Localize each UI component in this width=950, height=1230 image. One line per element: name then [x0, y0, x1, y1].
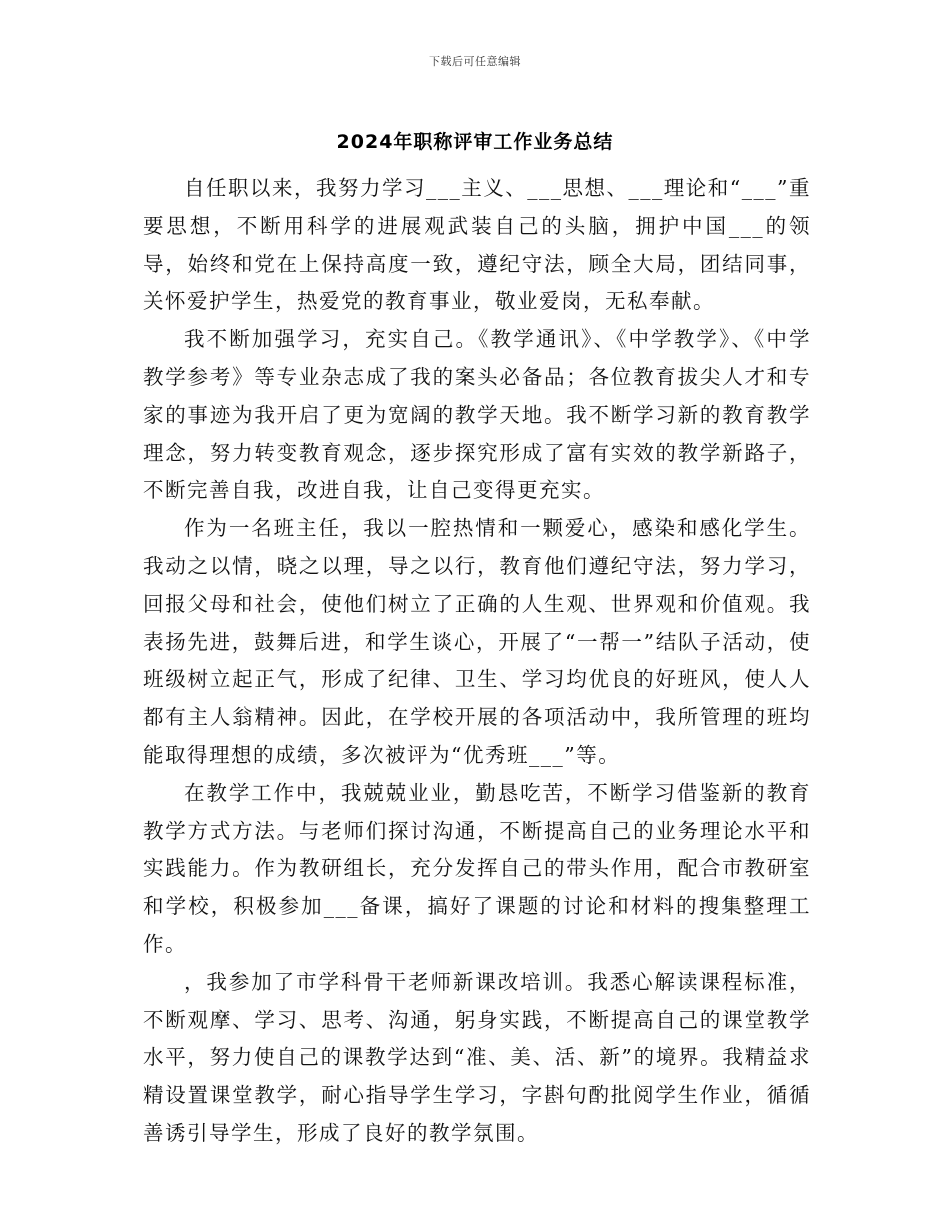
header-note: 下载后可任意编辑	[429, 55, 521, 68]
document-title: 2024年职称评审工作业务总结	[336, 131, 614, 153]
paragraph-1: 自任职以来，我努力学习___主义、___思想、___理论和“___”重要思想，不断用科学的进展观武装自己的头脑，拥护中国___的领导，始终和党在上保持高度一致，遵纪守法，顾全大局，团结同事，关怀爱护学生，热爱党的教育事业，敬业爱岗，无私奉献。	[143, 176, 811, 314]
paragraph-4: 在教学工作中，我兢兢业业，勤恳吃苦，不断学习借鉴新的教育教学方式方法。与老师们探讨沟通，不断提高自己的业务理论水平和实践能力。作为教研组长，充分发挥自己的带头作用，配合市教研室和学校，积极参加___备课，搞好了课题的讨论和材料的搜集整理工作。	[143, 780, 811, 956]
paragraph-2: 我不断加强学习，充实自己。《教学通讯》、《中学教学》、《中学教学参考》等专业杂志成了我的案头必备品；各位教育拔尖人才和专家的事迹为我开启了更为宽阔的教学天地。我不断学习新的教育教学理念，努力转变教育观念，逐步探究形成了富有实效的教学新路子，不断完善自我，改进自我，让自己变得更充实。	[143, 327, 811, 503]
paragraph-5: ，我参加了市学科骨干老师新课改培训。我悉心解读课程标准，不断观摩、学习、思考、沟通，躬身实践，不断提高自己的课堂教学水平，努力使自己的课教学达到“准、美、活、新”的境界。我精益求精设置课堂教学，耐心指导学生学习，字斟句酌批阅学生作业，循循善诱引导学生，形成了良好的教学氛围。	[143, 969, 811, 1145]
paragraph-3: 作为一名班主任，我以一腔热情和一颗爱心，感染和感化学生。我动之以情，晓之以理，导之以行，教育他们遵纪守法，努力学习，回报父母和社会，使他们树立了正确的人生观、世界观和价值观。我表扬先进，鼓舞后进，和学生谈心，开展了“一帮一”结队子活动，使班级树立起正气，形成了纪律、卫生、学习均优良的好班风，使人人都有主人翁精神。因此，在学校开展的各项活动中，我所管理的班均能取得理想的成绩，多次被评为“优秀班___”等。	[143, 516, 811, 767]
document-body	[143, 170, 811, 1153]
